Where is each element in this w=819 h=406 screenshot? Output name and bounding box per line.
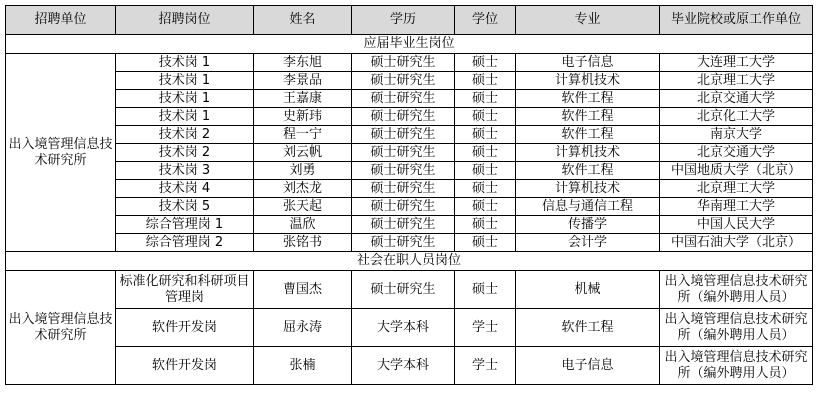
degree-cell: 硕士 [455, 271, 516, 309]
degree-cell: 硕士 [455, 144, 516, 162]
education-cell: 硕士研究生 [352, 72, 455, 90]
name-cell: 刘勇 [254, 162, 352, 180]
section-title-row [6, 35, 813, 54]
name-cell: 曹国杰 [254, 271, 352, 309]
recruitment-table [5, 5, 813, 385]
post-cell: 技术岗 1 [116, 72, 254, 90]
post-cell: 标准化研究和科研项目管理岗 [116, 271, 254, 309]
name-cell: 刘云帆 [254, 144, 352, 162]
degree-cell: 硕士 [455, 198, 516, 216]
section-title: 社会在职人员岗位 [6, 252, 813, 271]
school-cell: 北京理工大学 [660, 72, 813, 90]
name-cell: 温欣 [254, 216, 352, 234]
table-row [6, 72, 813, 90]
post-cell: 技术岗 3 [116, 162, 254, 180]
education-cell: 大学本科 [352, 347, 455, 385]
post-cell: 技术岗 1 [116, 108, 254, 126]
header-school: 毕业院校或原工作单位 [660, 6, 813, 35]
table-row [6, 216, 813, 234]
education-cell: 硕士研究生 [352, 180, 455, 198]
table-row [6, 144, 813, 162]
post-cell: 技术岗 2 [116, 126, 254, 144]
major-cell: 计算机技术 [516, 144, 660, 162]
major-cell: 软件工程 [516, 108, 660, 126]
degree-cell: 硕士 [455, 162, 516, 180]
school-cell: 中国地质大学（北京） [660, 162, 813, 180]
education-cell: 硕士研究生 [352, 90, 455, 108]
school-cell: 北京理工大学 [660, 180, 813, 198]
education-cell: 硕士研究生 [352, 162, 455, 180]
unit-cell: 出入境管理信息技术研究所 [6, 54, 116, 252]
major-cell: 软件工程 [516, 126, 660, 144]
table-row [6, 180, 813, 198]
education-cell: 硕士研究生 [352, 144, 455, 162]
school-cell: 南京大学 [660, 126, 813, 144]
table-row [6, 198, 813, 216]
table-row [6, 271, 813, 309]
table-row [6, 108, 813, 126]
school-cell: 出入境管理信息技术研究所（编外聘用人员） [660, 347, 813, 385]
degree-cell: 硕士 [455, 72, 516, 90]
header-degree: 学位 [455, 6, 516, 35]
header-major: 专业 [516, 6, 660, 35]
degree-cell: 硕士 [455, 90, 516, 108]
major-cell: 计算机技术 [516, 180, 660, 198]
education-cell: 硕士研究生 [352, 216, 455, 234]
degree-cell: 硕士 [455, 126, 516, 144]
school-cell: 出入境管理信息技术研究所（编外聘用人员） [660, 309, 813, 347]
degree-cell: 硕士 [455, 180, 516, 198]
degree-cell: 硕士 [455, 108, 516, 126]
education-cell: 硕士研究生 [352, 108, 455, 126]
post-cell: 综合管理岗 1 [116, 216, 254, 234]
header-row [6, 6, 813, 35]
major-cell: 信息与通信工程 [516, 198, 660, 216]
post-cell: 技术岗 5 [116, 198, 254, 216]
table-row [6, 234, 813, 252]
post-cell: 技术岗 1 [116, 90, 254, 108]
school-cell: 中国人民大学 [660, 216, 813, 234]
education-cell: 硕士研究生 [352, 198, 455, 216]
major-cell: 软件工程 [516, 309, 660, 347]
major-cell: 会计学 [516, 234, 660, 252]
table-row [6, 90, 813, 108]
major-cell: 软件工程 [516, 90, 660, 108]
education-cell: 硕士研究生 [352, 54, 455, 72]
table-row [6, 309, 813, 347]
school-cell: 北京化工大学 [660, 108, 813, 126]
table-row [6, 347, 813, 385]
name-cell: 李东旭 [254, 54, 352, 72]
name-cell: 史新玮 [254, 108, 352, 126]
school-cell: 北京交通大学 [660, 90, 813, 108]
table-row [6, 126, 813, 144]
degree-cell: 硕士 [455, 234, 516, 252]
table-row [6, 162, 813, 180]
name-cell: 张铭书 [254, 234, 352, 252]
degree-cell: 硕士 [455, 54, 516, 72]
major-cell: 传播学 [516, 216, 660, 234]
name-cell: 张楠 [254, 347, 352, 385]
header-education: 学历 [352, 6, 455, 35]
degree-cell: 学士 [455, 309, 516, 347]
section-title-row [6, 252, 813, 271]
header-name: 姓名 [254, 6, 352, 35]
major-cell: 电子信息 [516, 54, 660, 72]
education-cell: 硕士研究生 [352, 126, 455, 144]
name-cell: 张天起 [254, 198, 352, 216]
education-cell: 硕士研究生 [352, 234, 455, 252]
header-post: 招聘岗位 [116, 6, 254, 35]
header-unit: 招聘单位 [6, 6, 116, 35]
post-cell: 软件开发岗 [116, 347, 254, 385]
major-cell: 机械 [516, 271, 660, 309]
school-cell: 大连理工大学 [660, 54, 813, 72]
school-cell: 北京交通大学 [660, 144, 813, 162]
name-cell: 屈永涛 [254, 309, 352, 347]
major-cell: 电子信息 [516, 347, 660, 385]
degree-cell: 硕士 [455, 216, 516, 234]
school-cell: 华南理工大学 [660, 198, 813, 216]
education-cell: 大学本科 [352, 309, 455, 347]
post-cell: 软件开发岗 [116, 309, 254, 347]
major-cell: 计算机技术 [516, 72, 660, 90]
school-cell: 出入境管理信息技术研究所（编外聘用人员） [660, 271, 813, 309]
degree-cell: 学士 [455, 347, 516, 385]
post-cell: 技术岗 2 [116, 144, 254, 162]
post-cell: 技术岗 1 [116, 54, 254, 72]
section-title: 应届毕业生岗位 [6, 35, 813, 54]
name-cell: 程一宁 [254, 126, 352, 144]
post-cell: 综合管理岗 2 [116, 234, 254, 252]
unit-cell: 出入境管理信息技术研究所 [6, 271, 116, 385]
major-cell: 软件工程 [516, 162, 660, 180]
post-cell: 技术岗 4 [116, 180, 254, 198]
education-cell: 硕士研究生 [352, 271, 455, 309]
table-row [6, 54, 813, 72]
name-cell: 刘杰龙 [254, 180, 352, 198]
school-cell: 中国石油大学（北京） [660, 234, 813, 252]
name-cell: 李景品 [254, 72, 352, 90]
name-cell: 王嘉康 [254, 90, 352, 108]
